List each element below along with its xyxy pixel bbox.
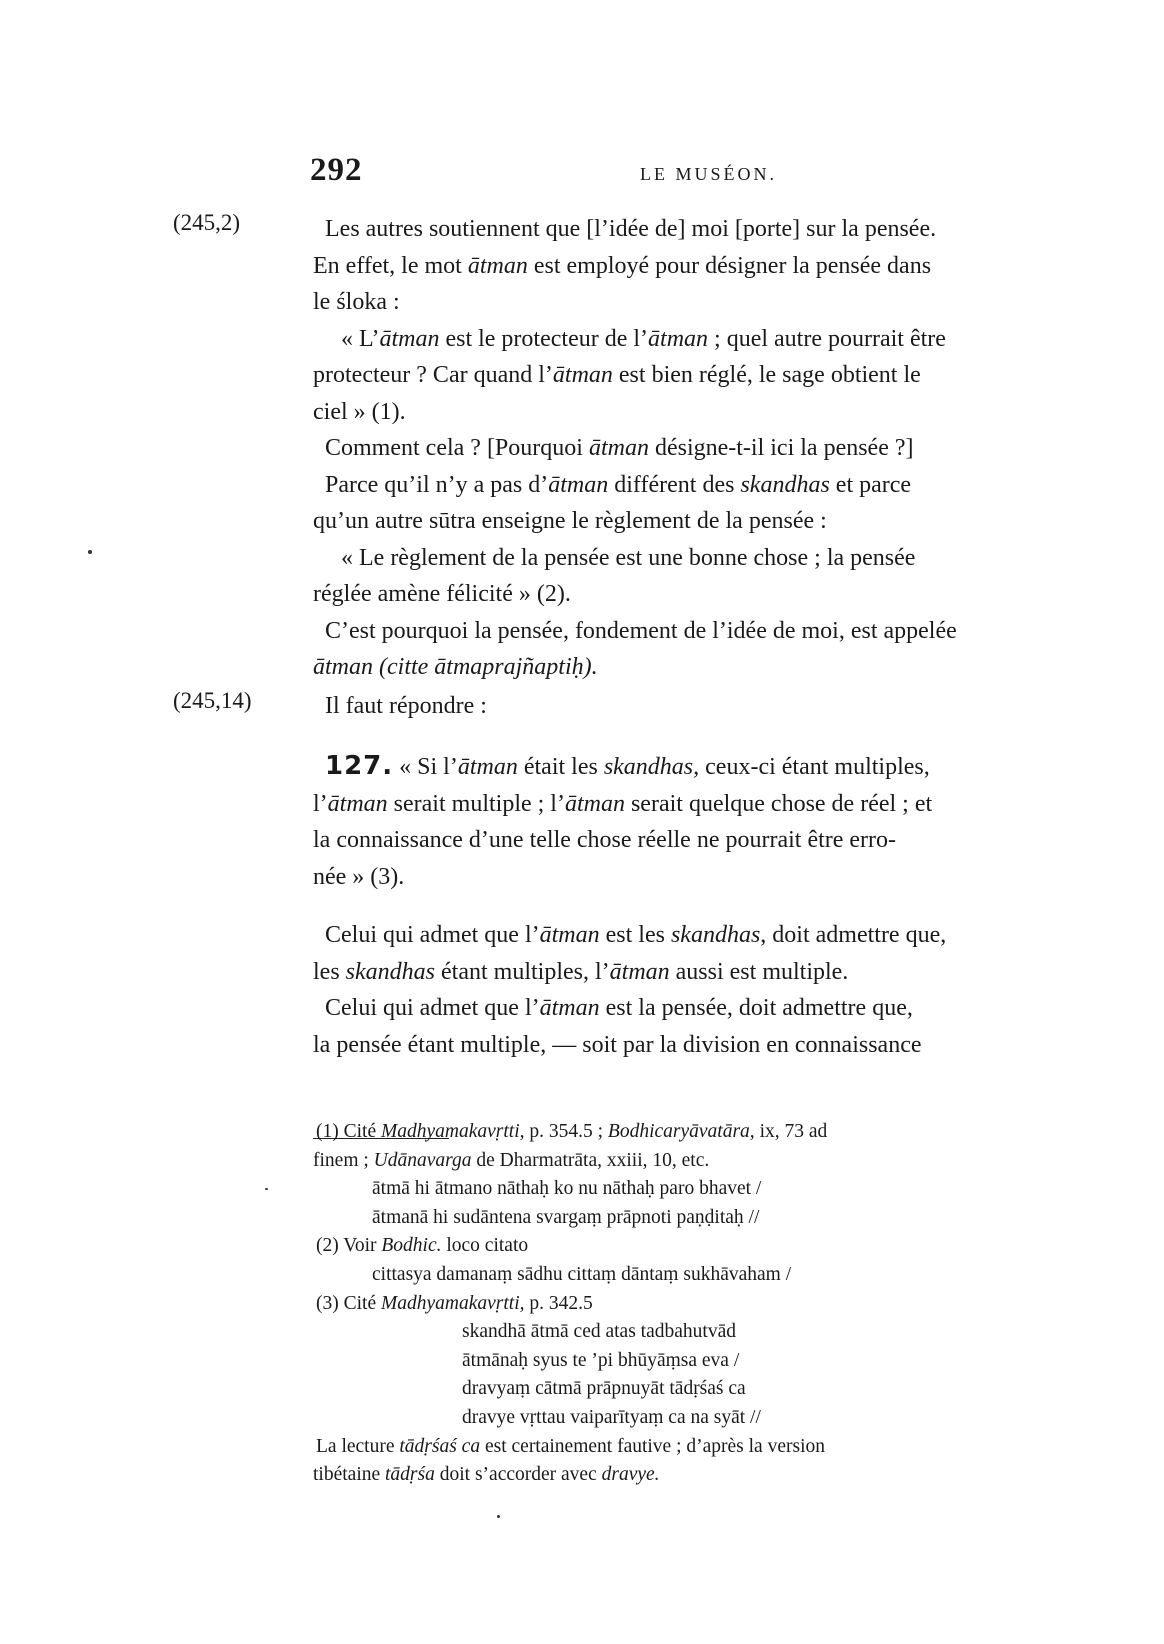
reply-line: Il faut répondre : xyxy=(325,693,487,719)
paragraph: C’est pourquoi la pensée, fondement de l’idée de moi, est appelée ātman (citte ātmaprajñaptiḥ). xyxy=(313,617,957,680)
quotation: « L’ātman est le protecteur de l’ātman ; quel autre pourrait être protecteur ? Car quand l’ātman est bien réglé, le sage obtient le ciel » (1). xyxy=(313,325,946,425)
sanskrit-verse-line: ātmā hi ātmano nāthaḥ ko nu nāthaḥ paro bhavet / xyxy=(372,1178,762,1200)
margin-reference: (245,2) xyxy=(173,210,241,235)
page-number: 292 xyxy=(310,152,363,188)
quotation: « Le règlement de la pensée est une bonne chose ; la pensée réglée amène félicité » (2). xyxy=(313,544,916,607)
paragraph: Celui qui admet que l’ātman est la pensée, doit admettre que, la pensée étant multiple, — soit par la division en connaissance xyxy=(313,995,922,1058)
main-text-section-1 xyxy=(313,211,1101,686)
verse-number: 127. xyxy=(325,751,394,781)
sanskrit-verse-line: dravyaṃ cātmā prāpnuyāt tādṛśaś ca xyxy=(462,1378,746,1400)
sanskrit-verse-line: skandhā ātmā ced atas tadbahutvād xyxy=(462,1321,736,1343)
main-text-section-2 xyxy=(313,917,1101,1063)
sanskrit-verse-line: cittasya damanaṃ sādhu cittaṃ dāntaṃ sukhāvaham / xyxy=(372,1263,792,1285)
paragraph: Celui qui admet que l’ātman est les skandhas, doit admettre que, les skandhas étant multiples, l’ātman aussi est multiple. xyxy=(313,922,947,985)
scan-speck xyxy=(497,1515,500,1518)
footnote-3: (3) Cité Madhyamakavṛtti, p. 342.5 xyxy=(316,1292,593,1314)
scan-speck xyxy=(265,1188,268,1190)
paragraph: Les autres soutiennent que [l’idée de] moi [porte] sur la pensée. En effet, le mot ātman est employé pour désigner la pensée dans le śloka : xyxy=(313,216,937,315)
verse-127: 127. « Si l’ātman était les skandhas, ceux-ci étant multiples, l’ātman serait multiple ; l’ātman serait quelque chose de réel ; et la connaissance d’une telle chose réelle ne pourrait être erro- née » (3). xyxy=(313,751,933,890)
footnote-2: (2) Voir Bodhic. loco citato xyxy=(316,1235,529,1257)
footnote-remark: La lecture tādṛśaś ca est certainement fautive ; d’après la version xyxy=(316,1435,825,1457)
footnotes: (1) Cité Madhyamakavṛtti, p. 354.5 ; Bodhicaryāvatāra, ix, 73 ad finem ; Udānavarga de Dharmatrāta, xxiii, 10, etc. ātmā hi ātmano nāthaḥ ko nu nāthaḥ paro bhavet / ātmanā hi sudāntena svargaṃ prāpnoti paṇḍitaḥ // (2) Voir Bodhic. loco citato cittasya damanaṃ sādhu cittaṃ dāntaṃ sukhāvaham / (3) Cité Madhyamakavṛtti, p. 342.5 skandhā ātmā ced atas tadbahutvād ātmānaḥ syus te ’pi bhūyāṃsa eva / dravyaṃ cātmā prāpnuyāt tādṛśaś ca dravye vṛttau vaiparītyaṃ ca na syāt // La lecture tādṛśaś ca est certainement fautive ; d’après la version tibétaine tādṛśa doit s’accorder avec dravye. xyxy=(313,1118,1103,1490)
running-title: LE MUSÉON. xyxy=(640,164,777,184)
scan-speck xyxy=(88,550,92,554)
sanskrit-verse-line: ātmānaḥ syus te ’pi bhūyāṃsa eva / xyxy=(462,1349,740,1371)
margin-reference: (245,14) xyxy=(173,688,252,713)
question: Comment cela ? [Pourquoi ātman désigne-t-il ici la pensée ?] xyxy=(325,435,914,461)
sanskrit-verse-line: ātmanā hi sudāntena svargaṃ prāpnoti paṇḍitaḥ // xyxy=(372,1206,760,1228)
footnote-1: (1) Cité Madhyamakavṛtti, p. 354.5 ; Bodhicaryāvatāra, ix, 73 ad xyxy=(316,1121,828,1142)
sanskrit-verse-line: dravye vṛttau vaiparītyaṃ ca na syāt // xyxy=(462,1406,761,1428)
paragraph: Parce qu’il n’y a pas d’ātman différent des skandhas et parce qu’un autre sūtra enseigne le règlement de la pensée : xyxy=(313,471,912,534)
